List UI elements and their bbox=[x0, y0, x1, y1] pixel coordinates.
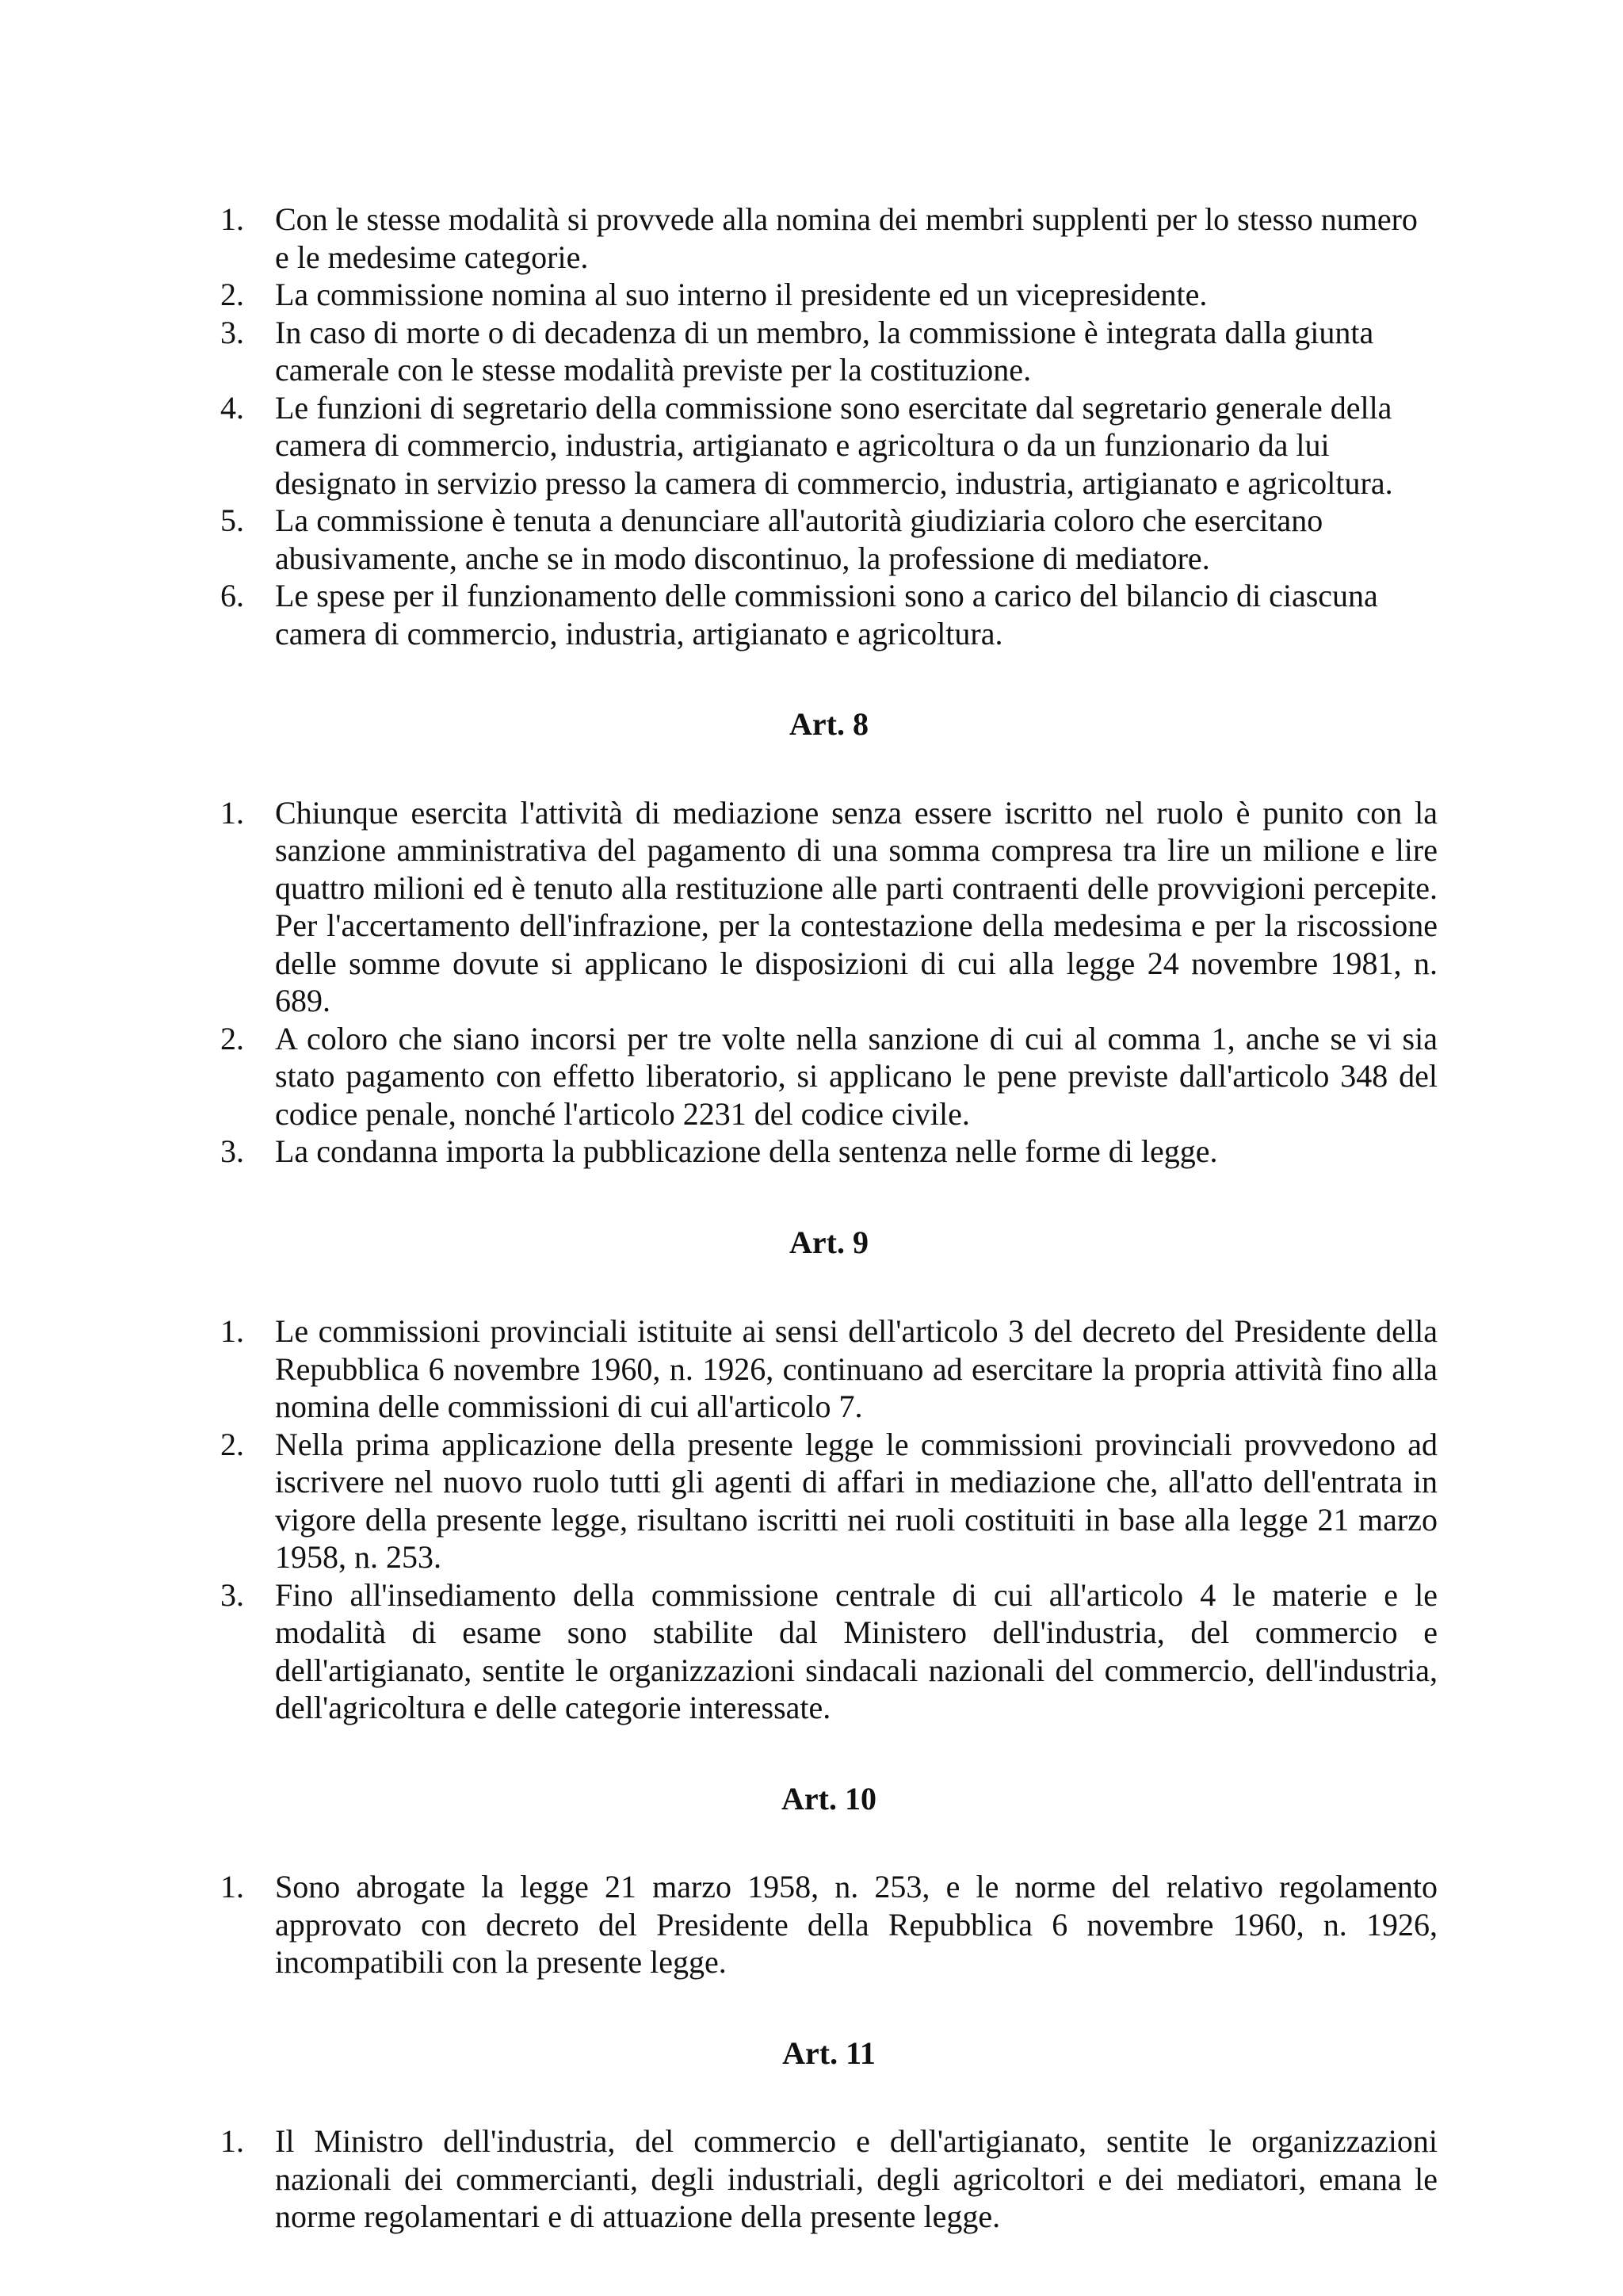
article-8-list bbox=[220, 794, 1438, 1171]
item-number: 3. bbox=[220, 314, 244, 350]
article-10-list bbox=[220, 1868, 1438, 1981]
item-text: La commissione è tenuta a denunciare all'autorità giudiziaria coloro che esercitano abusivamente, anche se in modo discontinuo, la professione di mediatore. bbox=[275, 502, 1323, 576]
list-item bbox=[220, 314, 1438, 389]
list-item bbox=[220, 1426, 1438, 1576]
list-item bbox=[220, 201, 1438, 276]
item-number: 6. bbox=[220, 578, 244, 613]
item-number: 1. bbox=[220, 2123, 244, 2159]
article-11-list bbox=[220, 2122, 1438, 2236]
item-text: Chiunque esercita l'attività di mediazione senza essere iscritto nel ruolo è punito con la sanzione amministrativa del pagamento di una somma compresa tra lire un milione e lire quattro milioni ed è tenuto alla restituzione alle parti contraenti delle provvigioni percepite. Per l'accertamento dell'infrazione, per la contestazione della medesima e per la riscossione delle somme dovute si applicano le disposizioni di cui alla legge 24 novembre 1981, n. 689. bbox=[275, 794, 1438, 1018]
list-item bbox=[220, 1312, 1438, 1426]
item-text: Le commissioni provinciali istituite ai sensi dell'articolo 3 del decreto del Presidente della Repubblica 6 novembre 1960, n. 1926, continuano ad esercitare la propria attività fino alla nomina delle commissioni di cui all'articolo 7. bbox=[275, 1313, 1438, 1424]
article-7-list bbox=[220, 201, 1438, 652]
item-number: 1. bbox=[220, 794, 244, 831]
item-text: Nella prima applicazione della presente legge le commissioni provinciali provvedono ad iscrivere nel nuovo ruolo tutti gli agenti di affari in mediazione che, all'atto dell'entrata in vigore della presente legge, risultano iscritti nei ruoli costituiti in base alla legge 21 marzo 1958, n. 253. bbox=[275, 1426, 1438, 1575]
list-item bbox=[220, 1133, 1438, 1171]
item-text: Con le stesse modalità si provvede alla nomina dei membri supplenti per lo stesso numero e le medesime categorie. bbox=[275, 201, 1418, 275]
item-number: 1. bbox=[220, 1869, 244, 1904]
item-number: 3. bbox=[220, 1133, 244, 1169]
article-heading: Art. 10 bbox=[781, 1780, 876, 1817]
item-number: 3. bbox=[220, 1576, 244, 1613]
item-text: Fino all'insediamento della commissione centrale di cui all'articolo 4 le materie e le modalità di esame sono stabilite dal Ministero dell'industria, del commercio e dell'artigianato, sentite le organizzazioni sindacali nazionali del commercio, dell'industria, dell'agricoltura e delle categorie interessate. bbox=[275, 1576, 1438, 1725]
list-item bbox=[220, 577, 1438, 652]
item-text: In caso di morte o di decadenza di un membro, la commissione è integrata dalla giunta camerale con le stesse modalità previste per la costituzione. bbox=[275, 314, 1374, 388]
item-text: La commissione nomina al suo interno il presidente ed un vicepresidente. bbox=[275, 277, 1208, 312]
list-item bbox=[220, 502, 1438, 577]
item-number: 2. bbox=[220, 1426, 244, 1462]
item-text: La condanna importa la pubblicazione della sentenza nelle forme di legge. bbox=[275, 1133, 1218, 1169]
list-item bbox=[220, 794, 1438, 1020]
list-item bbox=[220, 1576, 1438, 1727]
item-number: 1. bbox=[220, 1313, 244, 1349]
list-item bbox=[220, 276, 1438, 314]
item-number: 5. bbox=[220, 502, 244, 538]
item-text: Sono abrogate la legge 21 marzo 1958, n. 253, e le norme del relativo regolamento approvato con decreto del Presidente della Repubblica 6 novembre 1960, n. 1926, incompatibili con la presente legge. bbox=[275, 1869, 1438, 1980]
item-text: A coloro che siano incorsi per tre volte nella sanzione di cui al comma 1, anche se vi sia stato pagamento con effetto liberatorio, si applicano le pene previste dall'articolo 348 del codice penale, nonché l'articolo 2231 del codice civile. bbox=[275, 1020, 1438, 1132]
article-heading: Art. 11 bbox=[782, 2034, 876, 2071]
list-item bbox=[220, 2122, 1438, 2236]
document-body bbox=[220, 201, 1438, 2236]
item-number: 2. bbox=[220, 1020, 244, 1056]
article-heading: Art. 8 bbox=[789, 706, 869, 742]
article-heading: Art. 9 bbox=[789, 1224, 869, 1260]
item-text: Le funzioni di segretario della commissione sono esercitate dal segretario generale della camera di commercio, industria, artigianato e agricoltura o da un funzionario da lui designato in servizio presso la camera di commercio, industria, artigianato e agricoltura. bbox=[275, 389, 1393, 501]
item-number: 4. bbox=[220, 389, 244, 426]
item-number: 1. bbox=[220, 201, 244, 237]
item-text: Le spese per il funzionamento delle commissioni sono a carico del bilancio di ciascuna camera di commercio, industria, artigianato e agricoltura. bbox=[275, 578, 1378, 651]
item-text: Il Ministro dell'industria, del commercio e dell'artigianato, sentite le organizzazioni nazionali dei commercianti, degli industriali, degli agricoltori e dei mediatori, emana le norme regolamentari e di attuazione della presente legge. bbox=[275, 2123, 1438, 2234]
list-item bbox=[220, 389, 1438, 502]
list-item bbox=[220, 1868, 1438, 1981]
list-item bbox=[220, 1020, 1438, 1133]
article-9-list bbox=[220, 1312, 1438, 1727]
item-number: 2. bbox=[220, 277, 244, 312]
